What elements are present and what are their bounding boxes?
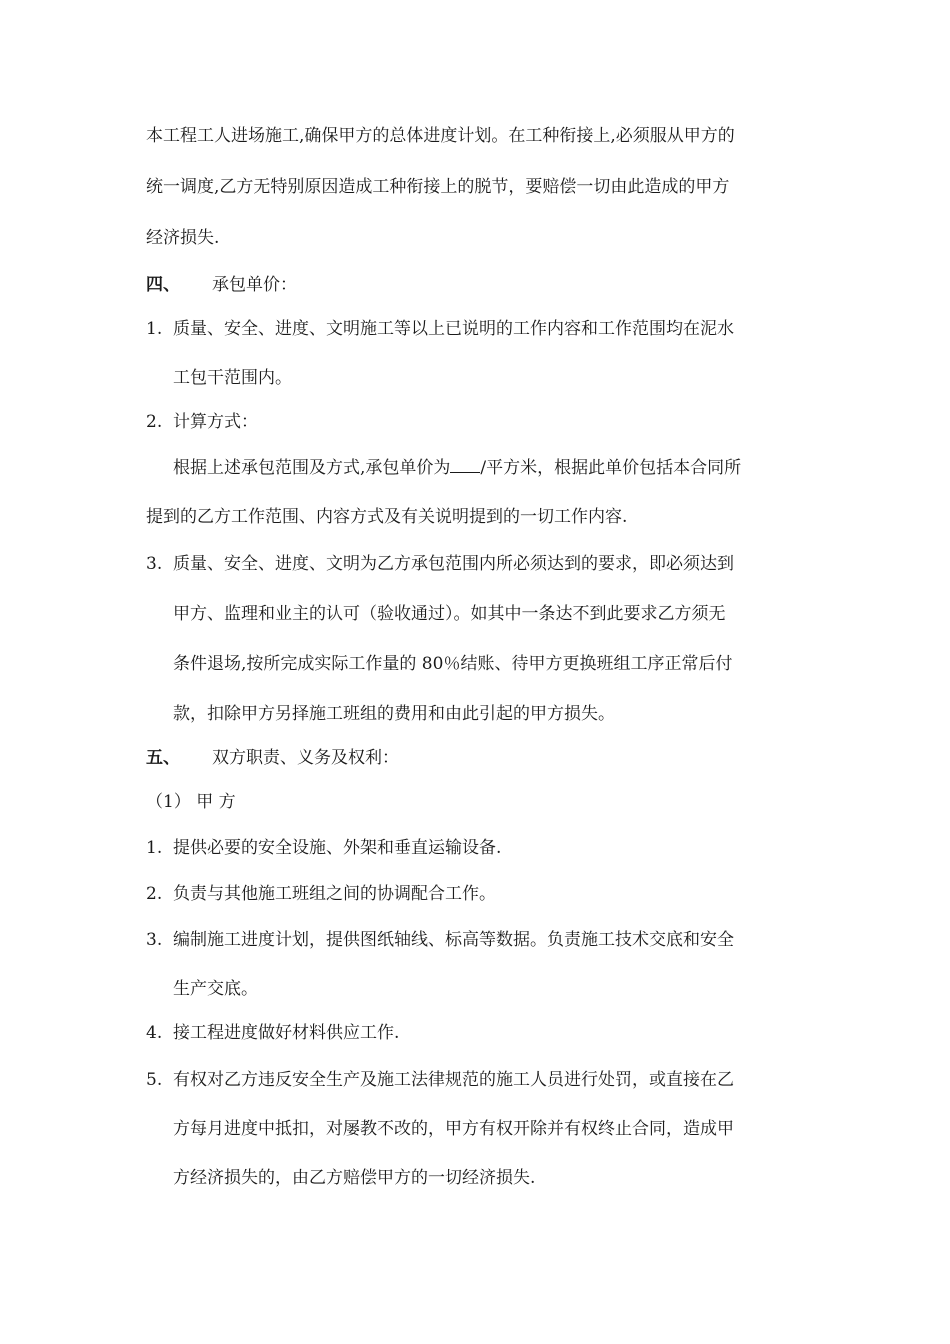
section-4-item-2-number: 2. [146,412,163,432]
pricing-paragraph-line-2: 提到的乙方工作范围、内容方式及有关说明提到的一切工作内容. [146,507,628,527]
section-5-item-3-line-2: 生产交底。 [173,979,258,999]
section-4-item-3-number: 3. [146,554,163,574]
section-4-item-1-line-2: 工包干范围内。 [173,368,292,388]
intro-line-1: 本工程工人进场施工,确保甲方的总体进度计划。在工种衔接上,必须服从甲方的 [146,126,735,146]
unit-price-blank[interactable] [450,456,480,473]
section-5-item-2-line-1: 负责与其他施工班组之间的协调配合工作。 [173,884,496,904]
section-5-item-4-line-1: 接工程进度做好材料供应工作. [173,1023,400,1043]
section-5-item-3-line-1: 编制施工进度计划，提供图纸轴线、标高等数据。负责施工技术交底和安全 [173,930,734,950]
section-5-item-5-line-2: 方每月进度中抵扣，对屡教不改的，甲方有权开除并有权终止合同，造成甲 [173,1119,734,1139]
section-4-item-2-line-1: 计算方式： [173,412,258,432]
party-a-subheading: （1） 甲 方 [146,792,236,812]
pricing-paragraph-line-1 [173,456,741,480]
section-4-item-3-line-2: 甲方、监理和业主的认可（验收通过）。如其中一条达不到此要求乙方须无 [173,604,726,624]
section-5-item-4-number: 4. [146,1023,163,1043]
section-5-number: 五、 [146,748,180,768]
section-4-item-3-line-4: 款，扣除甲方另择施工班组的费用和由此引起的甲方损失。 [173,704,615,724]
section-4-item-1-line-1: 质量、安全、进度、文明施工等以上已说明的工作内容和工作范围均在泥水 [173,319,734,339]
section-5-item-5-line-1: 有权对乙方违反安全生产及施工法律规范的施工人员进行处罚，或直接在乙 [173,1070,734,1090]
section-5-item-3-number: 3. [146,930,163,950]
section-4-item-3-line-1: 质量、安全、进度、文明为乙方承包范围内所必须达到的要求，即必须达到 [173,554,734,574]
section-5-title: 双方职责、义务及权利： [212,748,399,768]
section-5-item-1-number: 1. [146,838,163,858]
section-4-item-3-line-3: 条件退场,按所完成实际工作量的 80％结账、待甲方更换班组工序正常后付 [173,654,733,674]
intro-line-3: 经济损失. [146,228,220,248]
section-5-item-2-number: 2. [146,884,163,904]
pricing-text-b: /平方米，根据此单价包括本合同所 [480,458,742,478]
section-4-title: 承包单价： [212,275,297,295]
section-4-item-1-number: 1. [146,319,163,339]
section-5-item-1-line-1: 提供必要的安全设施、外架和垂直运输设备. [173,838,502,858]
section-4-number: 四、 [146,275,180,295]
intro-line-2: 统一调度,乙方无特别原因造成工种衔接上的脱节，要赔偿一切由此造成的甲方 [146,177,730,197]
section-5-item-5-number: 5. [146,1070,163,1090]
pricing-text-a: 根据上述承包范围及方式,承包单价为 [173,458,451,478]
section-5-item-5-line-3: 方经济损失的，由乙方赔偿甲方的一切经济损失. [173,1168,536,1188]
